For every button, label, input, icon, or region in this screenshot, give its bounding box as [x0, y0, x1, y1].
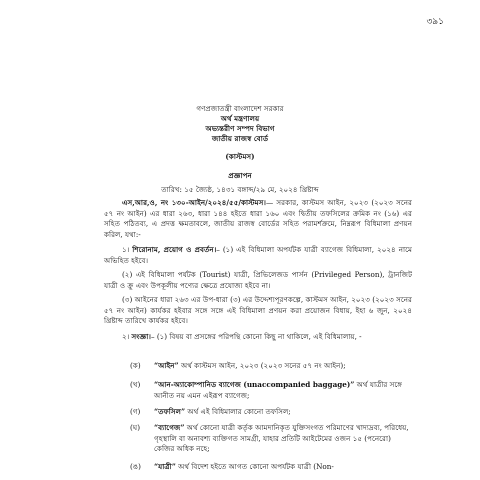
- definition-key: (গ): [130, 407, 141, 416]
- definition-term: “ব্যাগেজ”: [154, 423, 185, 432]
- definition-term: “আন-অ্যাকোম্পানিড ব্যাগেজ (unaccompanied baggage)”: [154, 380, 355, 389]
- intro-text: — সরকার, কাস্টমস আইন, ২০২৩ (২০২৩ সনের ৫৭ নং আইন) এর ধারা ২৬৩, ধারা ১৪৪ হইতে ধারা ১৬০ এবং দ্বিতীয় তফসিলের ক্রমিক নং (১৬) এর সহিত পঠিতব্য, এ প্রদত্ত ক্ষমতাবলে, জাতীয় রাজস্ব বোর্ডের সহিত পরামর্শক্রমে, নিম্নরূপ বিধিমালা প্রণয়ন করিল, যথা:-: [104, 198, 413, 239]
- definition-text: অর্থ এই বিধিমালার কোনো তফসিল;: [185, 407, 291, 416]
- definition-text: অর্থ যাত্রীর সঙ্গে আনীত নয় এমন এইরূপ ব্যাগেজ;: [154, 380, 403, 400]
- definition-key: (খ): [130, 380, 141, 389]
- sro-reference: এস,আর,ও, নং ১৩০-আইন/২০২৪/৫৫/কাস্টমস।: [122, 198, 266, 207]
- section-1-number: ১।: [122, 245, 130, 254]
- page-number: ৩৯১: [426, 17, 444, 27]
- section-2-text: – (১) বিষয় বা প্রসঙ্গের পরিপন্থি কোনো কিছু না থাকিলে, এই বিধিমালায়, -: [150, 332, 362, 341]
- section-1-sub-1: [104, 245, 412, 266]
- section-1-sub-2: (২) এই বিধিমালা পর্যটক (Tourist) যাত্রী, প্রিভিলেজড পার্সন (Privileged Person), ট্রানজিট যাত্রী ও ক্রু এবং উপকূলীয় পণ্যের ক্ষেত্রে প্রযোজ্য হইবে না।: [104, 270, 412, 290]
- definition-text: অর্থ কাস্টমস আইন, ২০২৩ (২০২৩ সনের ৫৭ নং আইন);: [178, 361, 346, 370]
- board-name: জাতীয় রাজস্ব বোর্ড: [211, 134, 269, 143]
- section-2-heading: সংজ্ঞা।: [131, 332, 151, 341]
- section-1-heading: শিরোনাম, প্রয়োগ ও প্রবর্তন।: [132, 245, 217, 254]
- definition-key: (ঙ): [130, 462, 141, 471]
- definition-key: (ক): [130, 361, 141, 370]
- definition-key: (ঘ): [130, 423, 141, 432]
- notice-title: প্রজ্ঞাপন: [228, 171, 252, 180]
- section-1-sub-3: (৩) আইনের ধারা ২৬৩ এর উপ-ধারা (৩) এর উদ্দেশ্যপূরণকল্পে, কাস্টমস আইন, ২০২৩ (২০২৩ সনের ৫৭ নং আইন) কার্যকর হইবার সঙ্গে সঙ্গে এই বিধিমালা প্রণয়ন করা প্রয়োজন বিধায়, ইহা ৬ জুন, ২০২৪ খ্রিষ্টাব্দ তারিখে কার্যকর হইবে।: [104, 295, 412, 325]
- definition-text: অর্থ বিদেশ হইতে আগত কোনো অপর্যটক যাত্রী (Non-: [175, 462, 334, 471]
- intro-paragraph: [104, 198, 412, 240]
- notice-date: তারিখ: ১৫ জ্যৈষ্ঠ, ১৪৩১ বঙ্গাব্দ/২৯ মে, ২০২৪ খ্রিষ্টাব্দ: [161, 185, 319, 194]
- ministry-name: অর্থ মন্ত্রণালয়: [220, 114, 260, 123]
- definition-term: “আইন”: [154, 361, 179, 370]
- section-2-number: ২।: [122, 332, 130, 341]
- definition-term: “যাত্রী”: [154, 462, 176, 471]
- definition-term: “তফসিল”: [154, 407, 186, 416]
- government-name: গণপ্রজাতন্ত্রী বাংলাদেশ সরকার: [196, 104, 284, 113]
- definition-text: অর্থ কোনো যাত্রী কর্তৃক আমদানিকৃত যুক্তিসংগত পরিমাণের খাদ্যদ্রব্য, পরিধেয়, গৃহস্থালি বা অনাবশ্য ব্যক্তিগত সামগ্রী, যাহার প্রতিটি আইটেমের ওজন ১৫ (পনেরো) কেজির অধিক নহে;: [154, 423, 409, 453]
- section-2: [104, 332, 412, 343]
- wing-label: (কাস্টমস): [225, 152, 255, 161]
- section-1-sub-1-text: – (১) এই বিধিমালা অপর্যটক যাত্রী ব্যাগেজ বিধিমালা, ২০২৪ নামে অভিহিত হইবে।: [104, 245, 412, 265]
- division-name: অভ্যন্তরীণ সম্পদ বিভাগ: [205, 124, 275, 133]
